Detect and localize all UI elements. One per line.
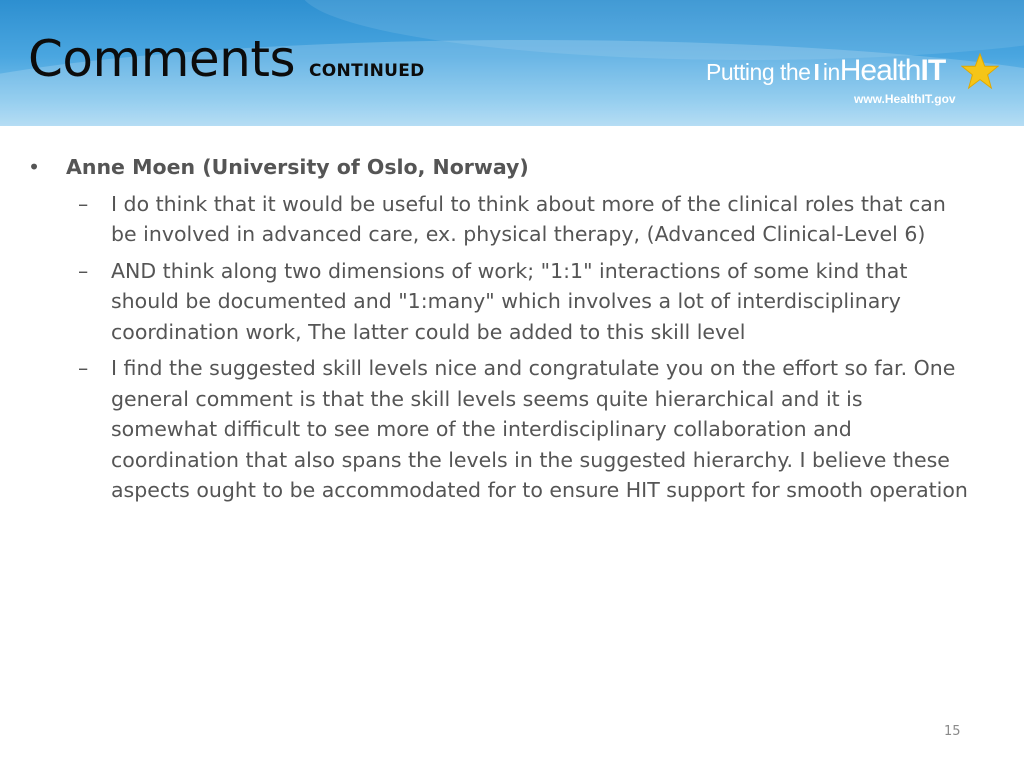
logo-wordmark [706,56,945,86]
sub-item [78,256,988,348]
logo-in-text: in [822,59,840,85]
logo-i-text: I [813,59,820,85]
header-banner [0,0,1024,126]
slide-content [28,152,988,512]
dash-mark: – [78,191,89,216]
logo-health-text: Health [839,54,921,87]
sub-item-text: I do think that it would be useful to think about more of the clinical roles that can be involved in advanced care, ex. physical therapy, (Advanced Clinical-Level 6) [111,191,946,246]
slide-title [28,30,425,88]
star-icon [961,52,999,90]
logo-putting-text: Putting the [706,59,811,85]
sub-list [28,189,988,506]
sub-item [78,189,988,250]
bullet-heading: Anne Moen (University of Oslo, Norway) [66,155,529,179]
sub-item-text: AND think along two dimensions of work; "1:1" interactions of some kind that should be documented and "1:many" which involves a lot of interdisciplinary coordination work, The latter could be added to this skill level [111,258,908,344]
healthit-logo [706,52,1006,112]
bullet-item [28,152,988,183]
sub-item-text: I find the suggested skill levels nice and congratulate you on the effort so far. One general comment is that the skill levels seems quite hierarchical and it is somewhat difficult to see more of the interdisciplinary collaboration and coordination that also spans the levels in the suggested hierarchy. I believe these aspects ought to be accommodated for to ensure HIT support for smooth operation [111,356,968,502]
title-text: Comments [28,30,296,88]
bullet-dot: • [28,155,41,179]
title-subtitle: CONTINUED [309,61,425,81]
dash-mark: – [78,356,89,380]
dash-mark: – [78,258,89,283]
page-number: 15 [944,724,961,739]
logo-it-text: IT [920,54,946,87]
sub-item [78,353,988,506]
logo-url: www.HealthIT.gov [854,92,956,106]
